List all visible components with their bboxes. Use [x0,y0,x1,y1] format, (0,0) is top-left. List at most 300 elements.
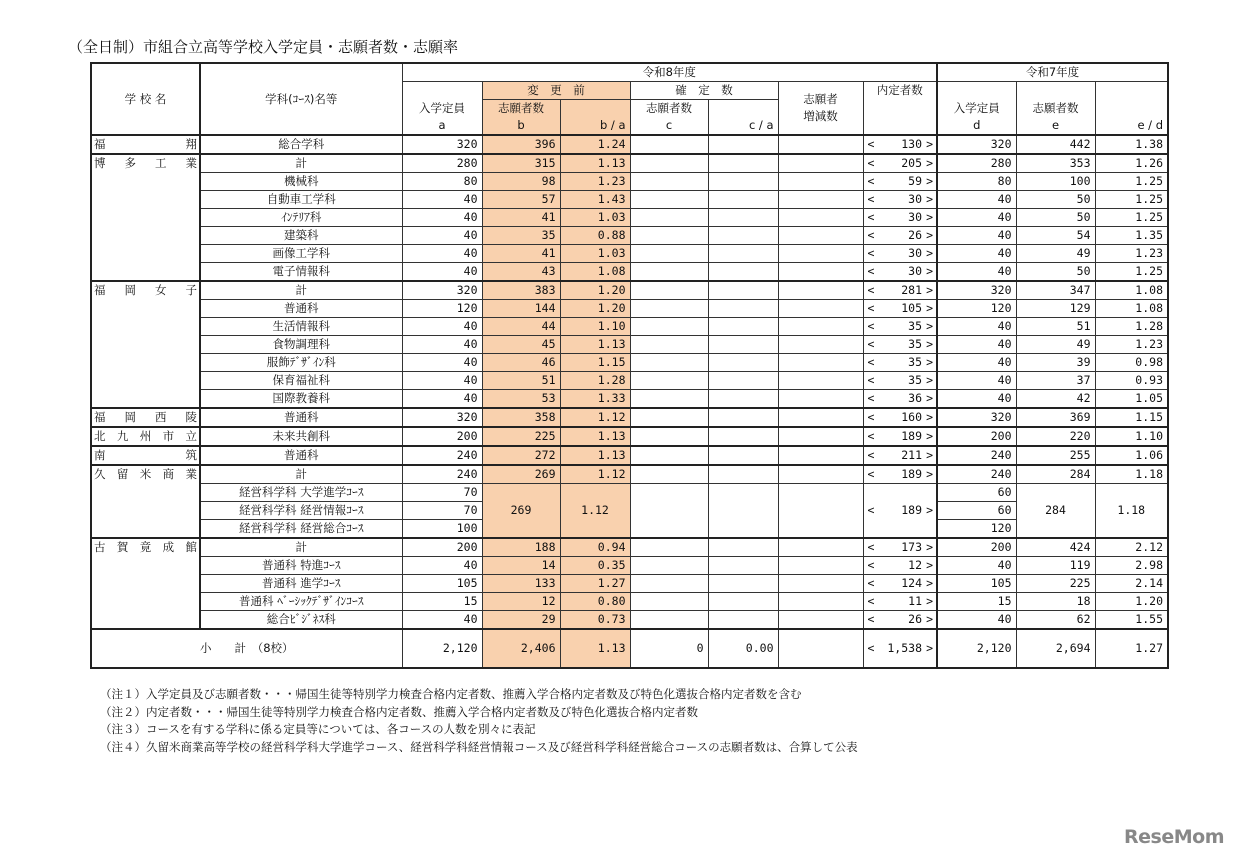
school-name: 博多工業 [91,154,200,281]
naitei-count: < 105 > [863,300,937,318]
ratio-ed: 1.20 [1095,593,1168,611]
applicants-b: 188 [482,538,560,557]
applicant-diff [778,593,863,611]
capacity-a: 105 [402,575,482,593]
applicants-e: 50 [1016,209,1095,227]
dept-name: 普通科 進学ｺｰｽ [200,575,402,593]
applicants-b: 269 [482,465,560,484]
table-row [91,227,1168,245]
capacity-a: 40 [402,354,482,372]
applicants-b: 29 [482,611,560,630]
ratio-ba: 1.10 [560,318,630,336]
subtotal-label: 小 計 （8校） [91,629,402,668]
applicants-c [630,336,708,354]
applicants-b: 35 [482,227,560,245]
ratio-ba: 0.94 [560,538,630,557]
capacity-a: 240 [402,446,482,465]
ratio-ba: 1.27 [560,575,630,593]
capacity-d: 40 [937,336,1016,354]
capacity-a: 40 [402,557,482,575]
table-row [91,575,1168,593]
applicants-b: 41 [482,209,560,227]
dept-name: 経営科学科 経営総合ｺｰｽ [200,520,402,539]
school-name: 久留米商業 [91,465,200,538]
ratio-ed: 1.25 [1095,263,1168,282]
applicants-c [630,390,708,409]
applicants-c [630,227,708,245]
header-capacity-a: 入学定員 [402,82,482,118]
ratio-ed: 1.35 [1095,227,1168,245]
table-row [91,135,1168,154]
capacity-a: 70 [402,502,482,520]
capacity-a: 240 [402,465,482,484]
ratio-ba: 1.20 [560,300,630,318]
applicants-b: 383 [482,281,560,300]
capacity-a: 320 [402,408,482,427]
ratio-ba: 0.35 [560,557,630,575]
ratio-ca [708,227,778,245]
dept-name: 普通科 [200,408,402,427]
applicants-b: 53 [482,390,560,409]
ratio-ed: 1.18 [1095,484,1168,539]
school-name: 福岡西陵 [91,408,200,427]
capacity-d: 120 [937,520,1016,539]
capacity-d: 200 [937,427,1016,446]
ratio-ba: 1.24 [560,135,630,154]
applicant-diff [778,227,863,245]
capacity-d: 40 [937,227,1016,245]
applicants-c [630,281,708,300]
header-a: a [402,117,482,135]
applicants-e: 119 [1016,557,1095,575]
applicants-e: 347 [1016,281,1095,300]
applicants-b: 315 [482,154,560,173]
dept-name: 経営科学科 経営情報ｺｰｽ [200,502,402,520]
table-row [91,263,1168,282]
header-applicants-e: 志願者数 [1016,82,1095,118]
ratio-ca [708,465,778,484]
ratio-ed: 1.10 [1095,427,1168,446]
header-capacity-d: 入学定員 [937,82,1016,118]
ratio-ed: 0.93 [1095,372,1168,390]
dept-name: 普通科 ﾍﾞｰｼｯｸﾃﾞｻﾞｲﾝｺｰｽ [200,593,402,611]
dept-name: 普通科 [200,300,402,318]
naitei-count: < 11 > [863,593,937,611]
ratio-ca [708,245,778,263]
table-row [91,281,1168,300]
capacity-d: 240 [937,465,1016,484]
capacity-a: 120 [402,300,482,318]
applicants-e: 129 [1016,300,1095,318]
header-diff [778,82,863,136]
header-applicants-c: 志願者数 [630,100,708,118]
applicants-e: 51 [1016,318,1095,336]
capacity-d: 40 [937,209,1016,227]
applicant-diff [778,538,863,557]
applicants-e: 220 [1016,427,1095,446]
applicants-e: 50 [1016,191,1095,209]
table-row [91,245,1168,263]
capacity-a: 80 [402,173,482,191]
applicants-c [630,173,708,191]
ratio-ca [708,135,778,154]
ratio-ca [708,336,778,354]
dept-name: 電子情報科 [200,263,402,282]
table-row [91,538,1168,557]
ratio-ba: 1.23 [560,173,630,191]
dept-name: 総合学科 [200,135,402,154]
applicants-b: 98 [482,173,560,191]
applicant-diff [778,173,863,191]
ratio-ca [708,575,778,593]
dept-name: 画像工学科 [200,245,402,263]
header-school: 学 校 名 [91,63,200,135]
applicants-e: 284 [1016,484,1095,539]
capacity-d: 40 [937,318,1016,336]
capacity-a: 100 [402,520,482,539]
applicants-b: 44 [482,318,560,336]
ratio-ca [708,446,778,465]
ratio-ba: 0.88 [560,227,630,245]
applicants-b: 57 [482,191,560,209]
subtotal-diff [778,629,863,668]
applicants-b: 225 [482,427,560,446]
applicants-c [630,209,708,227]
ratio-ba: 1.08 [560,263,630,282]
naitei-count: < 124 > [863,575,937,593]
header-dept: 学科(ｺｰｽ)名等 [200,63,402,135]
table-row [91,408,1168,427]
naitei-count: < 30 > [863,245,937,263]
header-r8: 令和8年度 [402,63,937,82]
table-row [91,209,1168,227]
applicant-diff [778,372,863,390]
dept-name: 計 [200,465,402,484]
header-applicants-b: 志願者数 [482,100,560,118]
applicants-e: 39 [1016,354,1095,372]
header-before: 変 更 前 [482,82,630,100]
applicants-e: 369 [1016,408,1095,427]
school-name: 南筑 [91,446,200,465]
capacity-d: 40 [937,191,1016,209]
applicants-c [630,427,708,446]
ratio-ba: 1.12 [560,408,630,427]
ratio-ca [708,318,778,336]
header-ed: e / d [1095,82,1168,136]
ratio-ed: 2.12 [1095,538,1168,557]
naitei-count: < 35 > [863,372,937,390]
capacity-d: 60 [937,502,1016,520]
applicants-e: 49 [1016,245,1095,263]
naitei-count: < 189 > [863,465,937,484]
dept-name: 生活情報科 [200,318,402,336]
naitei-count: < 35 > [863,336,937,354]
header-r7: 令和7年度 [937,63,1168,82]
ratio-ba: 1.33 [560,390,630,409]
ratio-ca [708,154,778,173]
naitei-count: < 12 > [863,557,937,575]
school-name: 福岡女子 [91,281,200,408]
table-row [91,372,1168,390]
naitei-count: < 36 > [863,390,937,409]
capacity-a: 40 [402,245,482,263]
naitei-count: < 189 > [863,427,937,446]
ratio-ca [708,191,778,209]
header-ba: b / a [560,100,630,136]
ratio-ed: 1.25 [1095,209,1168,227]
dept-name: 建築科 [200,227,402,245]
ratio-ed: 1.25 [1095,191,1168,209]
applicants-c [630,446,708,465]
applicant-diff [778,245,863,263]
ratio-ca [708,484,778,539]
applicants-c [630,538,708,557]
ratio-ba: 1.13 [560,427,630,446]
capacity-a: 320 [402,281,482,300]
applicants-e: 100 [1016,173,1095,191]
dept-name: 総合ﾋﾞｼﾞﾈｽ科 [200,611,402,630]
naitei-count: < 30 > [863,191,937,209]
capacity-a: 40 [402,263,482,282]
applicants-b: 46 [482,354,560,372]
applicants-e: 442 [1016,135,1095,154]
capacity-d: 320 [937,135,1016,154]
ratio-ca [708,281,778,300]
notes [100,686,858,756]
ratio-ca [708,557,778,575]
applicant-diff [778,446,863,465]
ratio-ed: 1.08 [1095,281,1168,300]
naitei-count: < 173 > [863,538,937,557]
note-2: （注２）内定者数・・・帰国生徒等特別学力検査合格内定者数、推薦入学合格内定者数及び特色化選抜合格内定者数 [100,704,698,719]
applicants-b: 272 [482,446,560,465]
capacity-d: 15 [937,593,1016,611]
dept-name: 保育福祉科 [200,372,402,390]
naitei-count: < 281 > [863,281,937,300]
ratio-ed: 1.55 [1095,611,1168,630]
table-row [91,318,1168,336]
applicants-c [630,557,708,575]
table-row [91,300,1168,318]
applicants-b: 12 [482,593,560,611]
ratio-ed: 1.25 [1095,173,1168,191]
applicant-diff [778,354,863,372]
applicant-diff [778,611,863,630]
capacity-a: 40 [402,227,482,245]
applicants-b: 41 [482,245,560,263]
subtotal-b: 2,406 [482,629,560,668]
applicants-e: 353 [1016,154,1095,173]
table-row [91,191,1168,209]
ratio-ca [708,300,778,318]
capacity-d: 40 [937,372,1016,390]
applicants-e: 42 [1016,390,1095,409]
applicants-c [630,191,708,209]
applicant-diff [778,154,863,173]
table-row [91,427,1168,446]
header-d: d [937,117,1016,135]
applicants-table [90,62,1169,669]
capacity-d: 40 [937,611,1016,630]
ratio-ba: 1.15 [560,354,630,372]
ratio-ba: 0.80 [560,593,630,611]
ratio-ba: 1.28 [560,372,630,390]
naitei-count: < 30 > [863,263,937,282]
header-ca: c / a [708,100,778,136]
table-row [91,611,1168,630]
capacity-d: 40 [937,245,1016,263]
applicants-c [630,300,708,318]
applicants-c [630,575,708,593]
header-b: b [482,117,560,135]
ratio-ca [708,209,778,227]
ratio-ca [708,390,778,409]
ratio-ba: 1.20 [560,281,630,300]
subtotal-naitei: < 1,538 > [863,629,937,668]
applicant-diff [778,336,863,354]
applicant-diff [778,281,863,300]
dept-name: 未来共創科 [200,427,402,446]
applicants-b: 144 [482,300,560,318]
naitei-count: < 35 > [863,318,937,336]
header-confirmed: 確 定 数 [630,82,778,100]
dept-name: 計 [200,154,402,173]
ratio-ed: 1.28 [1095,318,1168,336]
ratio-ca [708,263,778,282]
ratio-ca [708,593,778,611]
capacity-a: 320 [402,135,482,154]
ratio-ca [708,427,778,446]
applicants-e: 49 [1016,336,1095,354]
capacity-d: 320 [937,281,1016,300]
applicant-diff [778,300,863,318]
note-1: （注１）入学定員及び志願者数・・・帰国生徒等特別学力検査合格内定者数、推薦入学合格内定者数及び特色化選抜合格内定者数を含む [100,687,802,701]
capacity-a: 40 [402,390,482,409]
subtotal-ca: 0.00 [708,629,778,668]
applicants-e: 284 [1016,465,1095,484]
dept-name: 機械科 [200,173,402,191]
table-row [91,154,1168,173]
capacity-d: 280 [937,154,1016,173]
applicant-diff [778,465,863,484]
naitei-count: < 30 > [863,209,937,227]
page-title: （全日制）市組合立高等学校入学定員・志願者数・志願率 [68,38,459,56]
applicants-c [630,611,708,630]
applicants-c [630,135,708,154]
capacity-a: 70 [402,484,482,502]
ratio-ca [708,354,778,372]
subtotal-e: 2,694 [1016,629,1095,668]
capacity-a: 40 [402,209,482,227]
header-naitei: 内定者数 [863,82,937,136]
table-row [91,465,1168,484]
ratio-ca [708,408,778,427]
note-4: （注４）久留米商業高等学校の経営科学科大学進学コース、経営科学科経営情報コース及び経営科学科経営総合コースの志願者数は、合算して公表 [100,739,858,754]
applicants-c [630,263,708,282]
applicant-diff [778,557,863,575]
ratio-ed: 1.18 [1095,465,1168,484]
capacity-a: 200 [402,538,482,557]
applicants-b: 14 [482,557,560,575]
ratio-ed: 1.23 [1095,245,1168,263]
applicants-e: 255 [1016,446,1095,465]
dept-name: 計 [200,281,402,300]
ratio-ba: 0.73 [560,611,630,630]
applicant-diff [778,135,863,154]
applicants-c [630,372,708,390]
ratio-ca [708,372,778,390]
ratio-ba: 1.03 [560,209,630,227]
ratio-ed: 2.14 [1095,575,1168,593]
capacity-d: 60 [937,484,1016,502]
applicants-b: 51 [482,372,560,390]
ratio-ed: 0.98 [1095,354,1168,372]
ratio-ca [708,611,778,630]
subtotal-ed: 1.27 [1095,629,1168,668]
ratio-ed: 1.05 [1095,390,1168,409]
table-row [91,390,1168,409]
table-row [91,173,1168,191]
dept-name: 国際教養科 [200,390,402,409]
ratio-ba: 1.12 [560,465,630,484]
applicant-diff [778,191,863,209]
applicant-diff [778,408,863,427]
resemom-logo: ReseMom [1124,826,1224,848]
ratio-ca [708,173,778,191]
applicants-b: 396 [482,135,560,154]
school-name: 北九州市立 [91,427,200,446]
header-c: c [630,117,708,135]
ratio-ed: 1.26 [1095,154,1168,173]
applicants-c [630,318,708,336]
ratio-ca [708,538,778,557]
capacity-d: 40 [937,390,1016,409]
subtotal-a: 2,120 [402,629,482,668]
ratio-ba: 1.13 [560,446,630,465]
applicants-c [630,465,708,484]
applicant-diff [778,263,863,282]
applicant-diff [778,575,863,593]
school-name: 古賀竟成館 [91,538,200,629]
ratio-ed: 1.08 [1095,300,1168,318]
note-3: （注３）コースを有する学科に係る定員等については、各コースの人数を別々に表記 [100,722,536,736]
capacity-a: 280 [402,154,482,173]
dept-name: 食物調理科 [200,336,402,354]
subtotal-ba: 1.13 [560,629,630,668]
applicants-b: 45 [482,336,560,354]
ratio-ed: 1.06 [1095,446,1168,465]
table-row [91,336,1168,354]
school-name: 福翔 [91,135,200,154]
naitei-count: < 26 > [863,611,937,630]
naitei-count: < 26 > [863,227,937,245]
ratio-ba: 1.12 [560,484,630,539]
capacity-d: 120 [937,300,1016,318]
applicants-c [630,245,708,263]
applicants-b: 43 [482,263,560,282]
applicants-e: 225 [1016,575,1095,593]
naitei-count: < 211 > [863,446,937,465]
dept-name: 経営科学科 大学進学ｺｰｽ [200,484,402,502]
applicants-b: 133 [482,575,560,593]
capacity-a: 200 [402,427,482,446]
applicant-diff [778,427,863,446]
applicants-e: 37 [1016,372,1095,390]
table-row [91,354,1168,372]
capacity-d: 40 [937,354,1016,372]
applicants-e: 62 [1016,611,1095,630]
table-row [91,484,1168,502]
